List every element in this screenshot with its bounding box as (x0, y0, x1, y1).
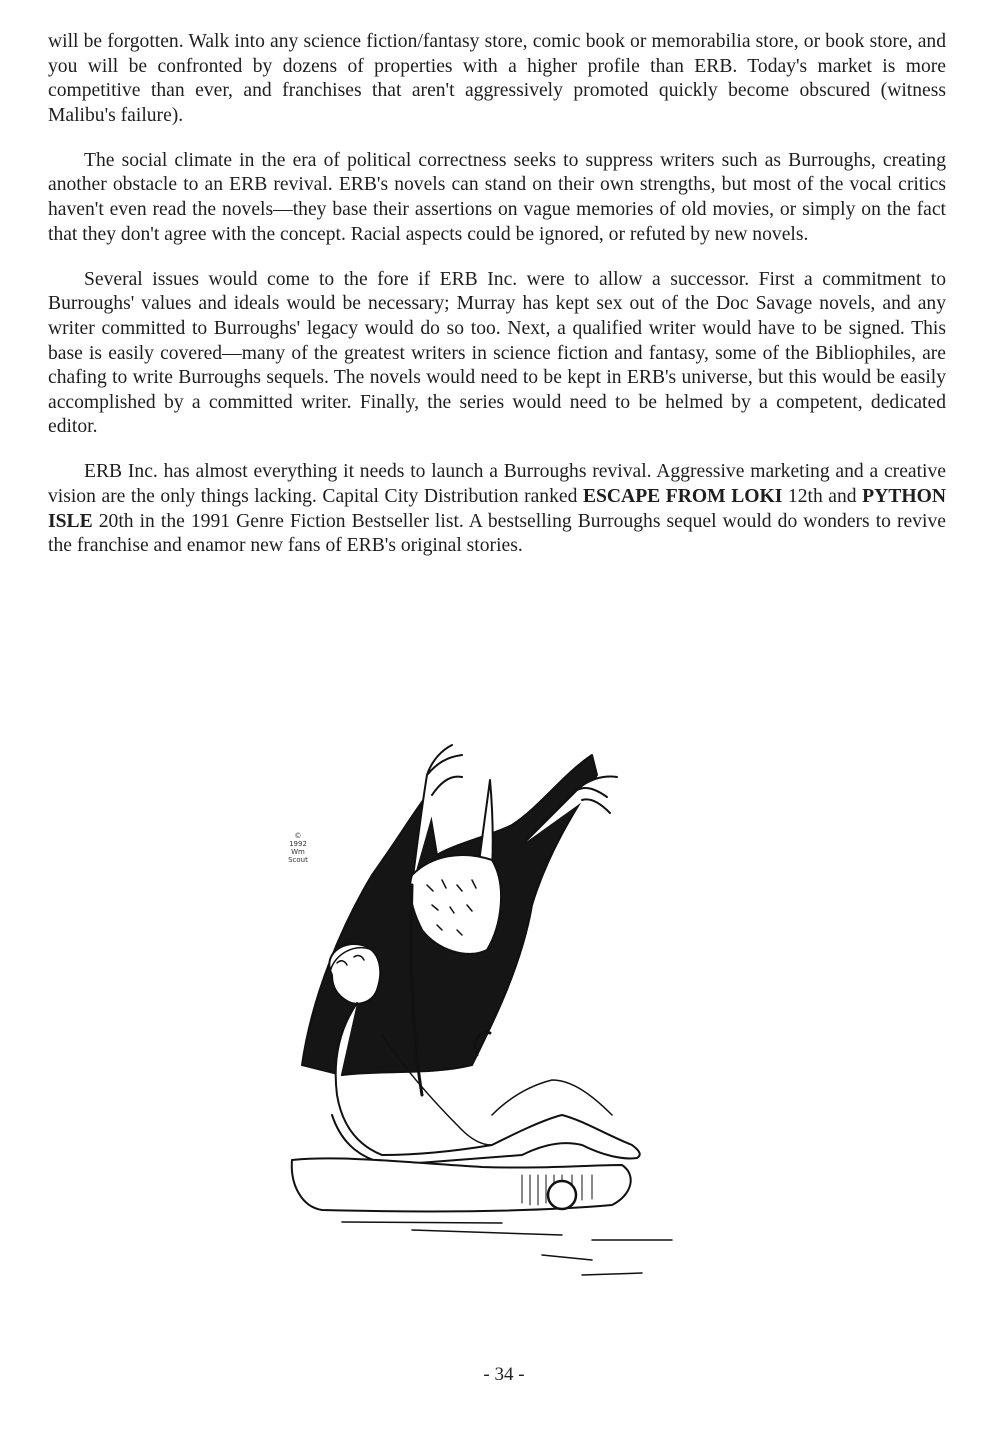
article-body (48, 30, 946, 579)
paragraph-4-text-c: 20th in the 1991 Genre Fiction Bestseller list. A bestselling Burroughs sequel would do wonders to revive the franchise and enamor new fans of ERB's original stories. (48, 510, 946, 557)
signature-name-2: Scout (288, 856, 308, 864)
signature-name-1: Wm (291, 848, 305, 856)
illustration-pterodactyl-and-woman (262, 735, 702, 1300)
page-number: - 34 - (483, 1364, 525, 1385)
signature-year: 1992 (289, 840, 307, 848)
paragraph-4 (48, 460, 946, 558)
book-title-python-isle: PYTHON ISLE (48, 486, 946, 532)
paragraph-2: The social climate in the era of political correctness seeks to suppress writers such as Burroughs, creating another obstacle to an ERB revival. ERB's novels can stand on their own strengths, but most of the vocal critics haven't even read the novels—they base their assertions on vague memories of old movies, or simply on the fact that they don't agree with the concept. Racial aspects could be ignored, or refuted by new novels. (48, 149, 946, 245)
snake-coil (548, 1181, 576, 1209)
paragraph-4-text-a: ERB Inc. has almost everything it needs to launch a Burroughs revival. Aggressive marketing and a creative vision are the only things lacking. Capital City Distribution ranked (48, 461, 946, 507)
signature-copyright: © (294, 832, 302, 840)
paragraph-4-text-b: 12th and (782, 486, 863, 507)
rock (292, 1158, 631, 1211)
paragraph-1: will be forgotten. Walk into any science fiction/fantasy store, comic book or memorabilia store, or book store, and you will be confronted by dozens of properties with a higher profile than ERB. Today's market is more competitive than ever, and franchises that aren't aggressively promoted quickly become obscured (witness Malibu's failure). (48, 31, 946, 126)
water-lines (342, 1222, 672, 1275)
book-title-escape-from-loki: ESCAPE FROM LOKI (582, 486, 783, 507)
paragraph-3: Several issues would come to the fore if ERB Inc. were to allow a successor. First a commitment to Burroughs' values and ideals would be necessary; Murray has kept sex out of the Doc Savage novels, and any writer committed to Burroughs' legacy would do so too. Next, a qualified writer would have to be signed. This base is easily covered—many of the greatest writers in science fiction and fantasy, some of the Bibliophiles, are chafing to write Burroughs sequels. The novels would need to be kept in ERB's universe, but this would be easily accomplished by a committed writer. Finally, the series would need to be helmed by a competent, dedicated editor. (48, 268, 946, 438)
